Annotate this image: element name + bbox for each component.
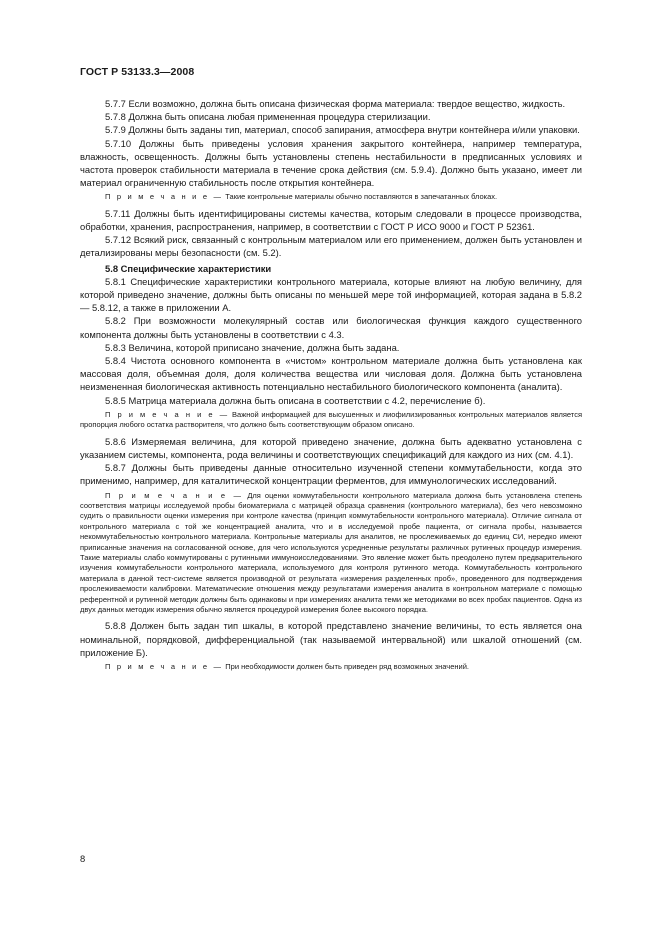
clause-5-7-12: 5.7.12 Всякий риск, связанный с контрольным материалом или его применением, должен быть установлен и детализированы меры безопасности (см. 5.2). — [80, 234, 582, 259]
clause-5-7-8: 5.7.8 Должна быть описана любая примененная процедура стерилизации. — [105, 111, 431, 123]
document-body — [80, 97, 582, 676]
note-commutability — [80, 491, 582, 616]
clause-5-8-4: 5.8.4 Чистота основного компонента в «чистом» контрольном материале должна быть установлена как массовая доля, объемная доля, доля количества вещества или числовая доля. Должна быть установлена неизмененная биологическая активность потенциально нестабильного биологического компонента (аналита). — [80, 355, 582, 393]
note-sealed-blocks — [80, 192, 582, 202]
clause-5-8-3: 5.8.3 Величина, которой приписано значение, должна быть задана. — [105, 341, 400, 353]
note-text: Такие контрольные материалы обычно поставляются в запечатанных блоках. — [223, 192, 498, 202]
clause-5-7-9: 5.7.9 Должны быть заданы тип, материал, способ запирания, атмосфера внутри контейнера и/или упаковки. — [105, 124, 580, 136]
section-5-8-heading: 5.8 Специфические характеристики — [105, 262, 272, 274]
note-text: Для оценки коммутабельности контрольного материала должна быть установлена степень соответствия матрицы исследуемой пробы биоматериала с матрицей образца сравнения (контрольного материала), без чего невозможно судить о правильности оценки измерения при контроле качества (принцип коммутабельности контрольного материала). Отличие сигнала от контрольного материала с той же концентрацией аналита, что и в исследуемой пробе пациента, от сигнала пробы, называется некоммутабельностью контрольного материала. Контрольные материалы для аналитов, не прослеживаемых до единиц СИ, нередко имеют приписанные значения на согласованной основе, для чего используются усредненные результаты различных рутинных процедур измерения. Такие материалы слабо коммутированы с рутинными иммуноисследованиями. Это явление может быть преодолено путем предварительного изучения коммутабельности контрольного материала, используемого для контроля рутинного метода. Коммутабельность контрольного материала в данной тест-системе является производной от результата «измерения разделенных проб», проведенного для подтверждения прослеживаемости калибровки. Математические отношения между результатами измерения аналита в контрольном материале с помощью референтной и рутинной методик должны быть одинаковы и при измерениях аналита теми же методиками во всех пробах пациентов. Одна из двух данных методик измерения обычно является процедурой измерения более высокого порядка. — [80, 490, 582, 614]
clause-5-7-10: 5.7.10 Должны быть приведены условия хранения закрытого контейнера, например температура, влажность, освещенность. Должны быть установлены степень нестабильности в предписанных условиях и частота проверок стабильности материала в течение срока действия (см. 5.9.4). Должно быть указано, имеет ли материал ограниченную стабильность после открытия контейнера. — [80, 137, 582, 189]
clause-5-8-2: 5.8.2 При возможности молекулярный состав или биологическая функция каждого существенного компонента должны быть установлены в соответствии с 4.3. — [80, 315, 582, 340]
clause-5-8-6: 5.8.6 Измеряемая величина, для которой приведено значение, должна быть адекватно установлена с указанием системы, компонента, рода величины и соответствующих спецификаций для каждого из них (см. 4.1). — [80, 435, 582, 460]
document-header: ГОСТ Р 53133.3—2008 — [80, 66, 195, 78]
clause-5-7-11: 5.7.11 Должны быть идентифицированы системы качества, которым следовали в процессе производства, обработки, хранения, распространения, например, в соответствии с ГОСТ Р ИСО 9000 и ГОСТ Р 52361. — [80, 207, 582, 233]
clause-5-8-8: 5.8.8 Должен быть задан тип шкалы, в которой представлено значение величины, то есть является она номинальной, порядковой, дифференциальной (так называемой интервальной) или шкалой отношений (см. приложение Б). — [80, 620, 582, 658]
note-label: П р и м е ч а н и е — — [105, 490, 244, 500]
page-number: 8 — [80, 853, 86, 864]
note-solvent-residue — [80, 410, 582, 431]
note-label: П р и м е ч а н и е — — [105, 661, 224, 671]
clause-5-7-7: 5.7.7 Если возможно, должна быть описана физическая форма материала: твердое вещество, жидкость. — [105, 98, 566, 109]
clause-5-8-7: 5.8.7 Должны быть приведены данные относительно изученной степени коммутабельности, когда это применимо, например, для каталитической концентрации ферментов, для иммунологических исследований. — [80, 462, 582, 487]
note-value-range — [80, 662, 582, 672]
clause-5-8-5: 5.8.5 Матрица материала должна быть описана в соответствии с 4.2, перечисление б). — [105, 394, 486, 406]
note-text: Важной информацией для высушенных и лиофилизированных контрольных материалов является пропорция любого остатка растворителя, что должно быть соответствующим образом описано. — [80, 409, 583, 430]
clause-5-8-1: 5.8.1 Специфические характеристики контрольного материала, которые влияют на любую величину, для которой приведено значение, должны быть описаны по меньшей мере той информацией, которая задана в 5.8.2 — 5.8.12, а также в приложении А. — [80, 275, 582, 314]
note-text: При необходимости должен быть приведен ряд возможных значений. — [223, 661, 469, 671]
note-label: П р и м е ч а н и е — — [105, 409, 230, 419]
note-label: П р и м е ч а н и е — — [105, 192, 224, 202]
